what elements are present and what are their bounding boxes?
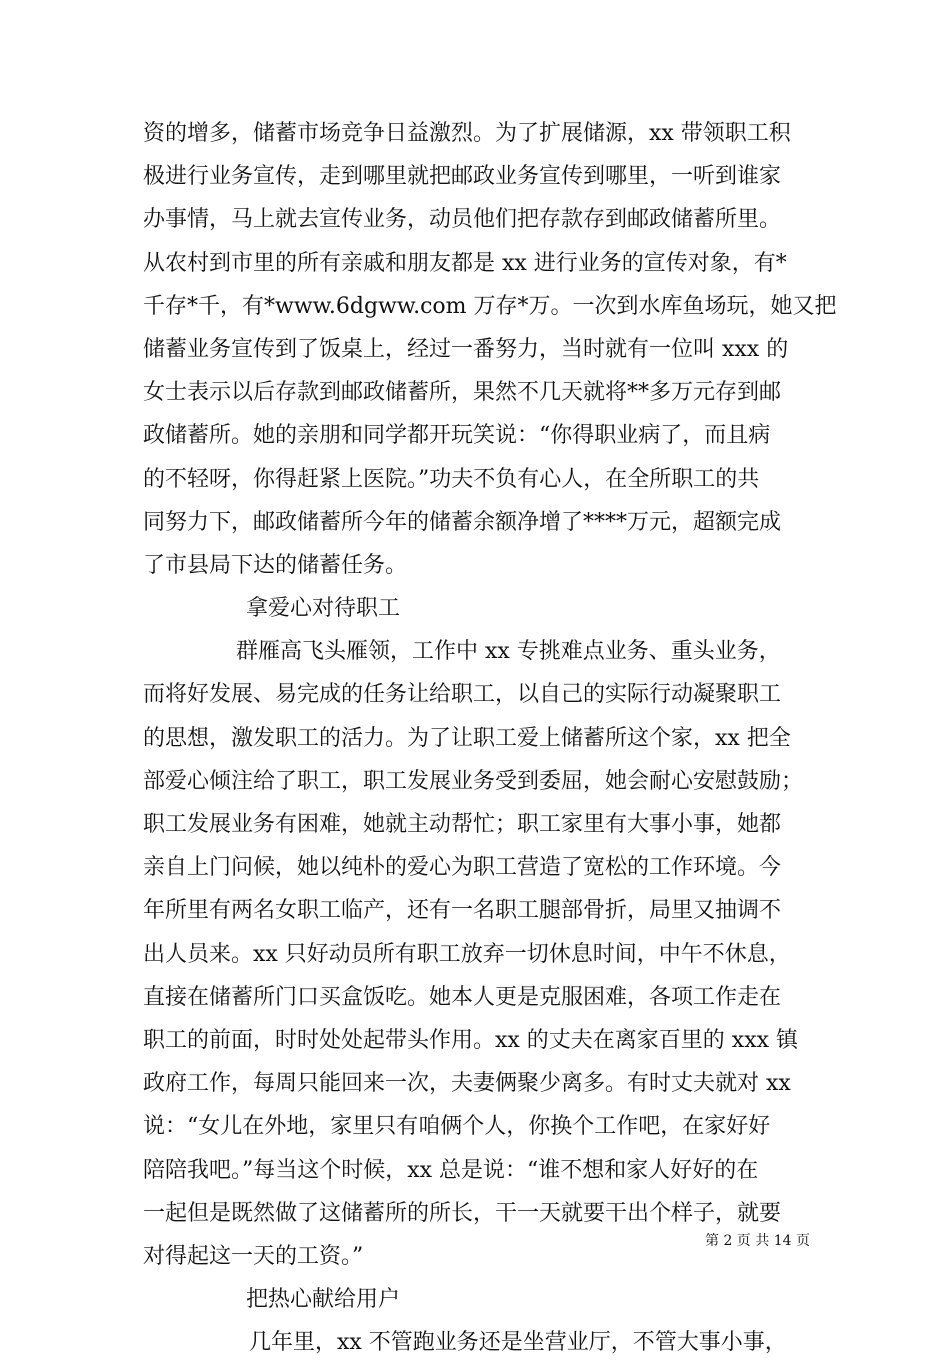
- section-heading: 把热心献给用户: [246, 1287, 401, 1313]
- page-number-footer: 第 2 页 共 14 页: [705, 1233, 810, 1249]
- text-line: 的不轻呀，你得赶紧上医院。”功夫不负有心人，在全所职工的共: [143, 466, 760, 492]
- section-heading: 拿爱心对待职工: [246, 596, 401, 622]
- text-line: 职工的前面，时时处处起带头作用。xx 的丈夫在离家百里的 xxx 镇: [143, 1027, 799, 1053]
- text-line: 政储蓄所。她的亲朋和同学都开玩笑说：“你得职业病了，而且病: [143, 423, 771, 449]
- text-line: 储蓄业务宣传到了饭桌上，经过一番努力，当时就有一位叫 xxx 的: [143, 336, 789, 362]
- text-line: 的思想，激发职工的活力。为了让职工爱上储蓄所这个家，xx 把全: [143, 725, 791, 751]
- text-line: 部爱心倾注给了职工，职工发展业务受到委屈，她会耐心安慰鼓励；: [143, 768, 804, 794]
- text-line: 职工发展业务有困难，她就主动帮忙；职工家里有大事小事，她都: [143, 812, 782, 837]
- text-line: 同努力下，邮政储蓄所今年的储蓄余额净增了****万元，超额完成: [143, 509, 782, 535]
- text-line: 政府工作，每周只能回来一次，夫妻俩聚少离多。有时丈夫就对 xx: [143, 1071, 791, 1097]
- text-line: 群雁高飞头雁领，工作中 xx 专挑难点业务、重头业务，: [236, 639, 781, 665]
- text-line: 办事情，马上就去宣传业务，动员他们把存款存到邮政储蓄所里。: [143, 207, 782, 233]
- text-line: 亲自上门问候，她以纯朴的爱心为职工营造了宽松的工作环境。今: [143, 855, 782, 881]
- text-line: 几年里，xx 不管跑业务还是坐营业厅，不管大事小事，: [249, 1330, 787, 1356]
- text-line: 一起但是既然做了这储蓄所的所长，干一天就要干出个样子，就要: [143, 1200, 782, 1226]
- text-line: 对得起这一天的工资。”: [143, 1243, 364, 1269]
- text-line: 了市县局下达的储蓄任务。: [143, 552, 408, 578]
- text-line: 从农村到市里的所有亲戚和朋友都是 xx 进行业务的宣传对象，有*: [143, 250, 787, 276]
- text-line: 年所里有两名女职工临产，还有一名职工腿部骨折，局里又抽调不: [143, 898, 782, 924]
- text-line: 极进行业务宣传，走到哪里就把邮政业务宣传到哪里，一听到谁家: [143, 164, 782, 190]
- text-line: 女士表示以后存款到邮政储蓄所，果然不几天就将**多万元存到邮: [143, 380, 782, 406]
- text-line: 资的增多，储蓄市场竞争日益激烈。为了扩展储源，xx 带领职工积: [143, 121, 791, 146]
- body-text: [143, 112, 837, 1364]
- text-line: 千存*千，有*www.6dgww.com 万存*万。一次到水库鱼场玩，她又把: [143, 293, 837, 319]
- text-line: 而将好发展、易完成的任务让给职工，以自己的实际行动凝聚职工: [143, 682, 782, 708]
- text-line: 出人员来。xx 只好动员所有职工放弃一切休息时间，中午不休息，: [143, 941, 791, 967]
- text-line: 直接在储蓄所门口买盒饭吃。她本人更是克服困难，各项工作走在: [143, 984, 782, 1010]
- text-line: 陪陪我吧。”每当这个时候，xx 总是说：“谁不想和家人好好的在: [143, 1157, 759, 1183]
- text-line: 说：“女儿在外地，家里只有咱俩个人，你换个工作吧，在家好好: [143, 1114, 771, 1140]
